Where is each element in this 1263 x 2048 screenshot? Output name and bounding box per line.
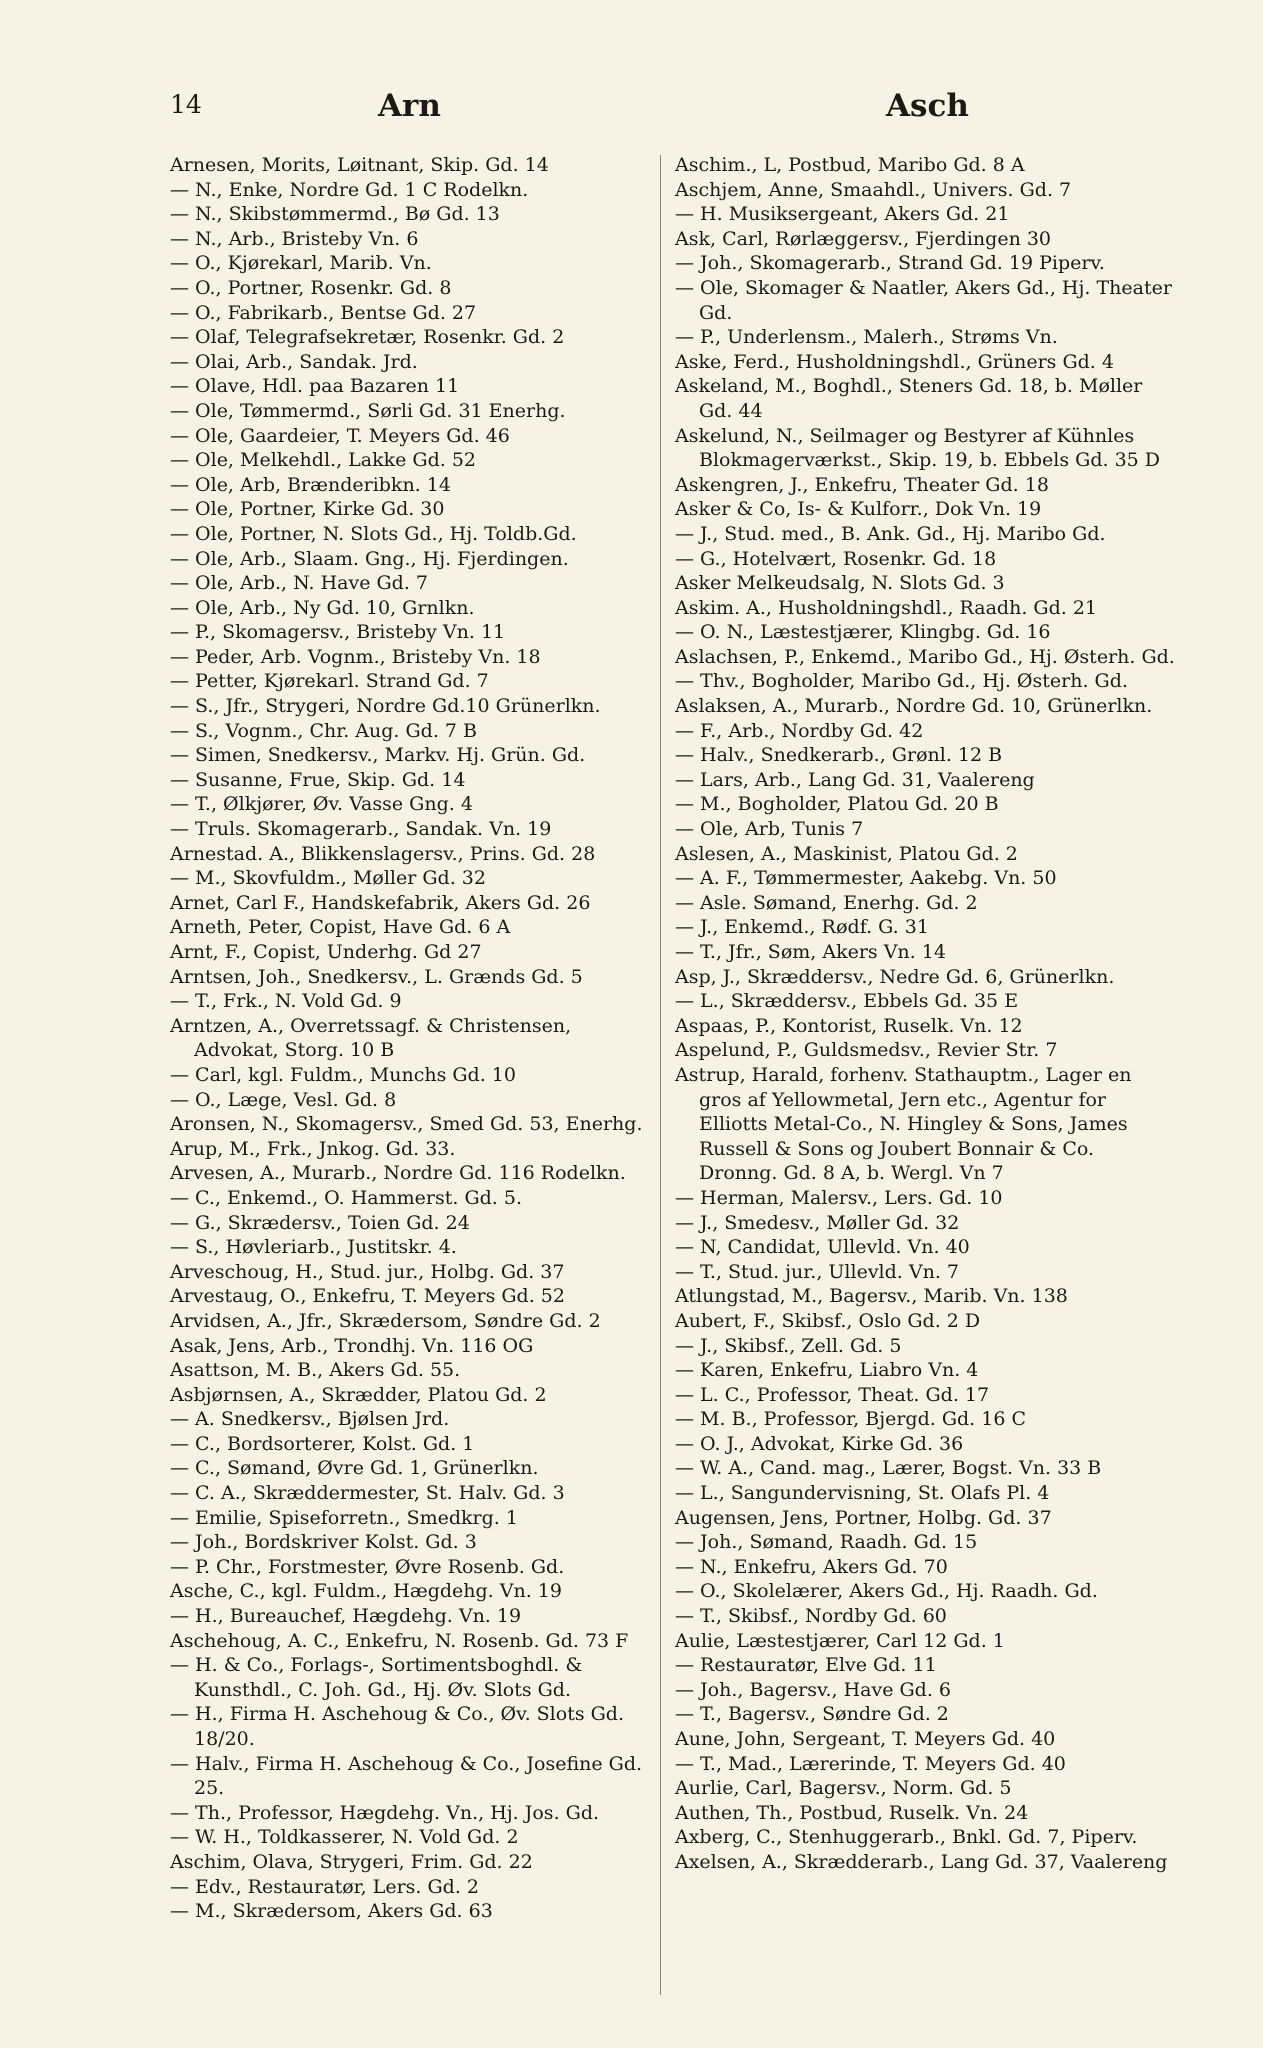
directory-entry: — M., Skovfuldm., Møller Gd. 32 — [170, 867, 486, 890]
directory-entry: — Olaf, Telegrafsekretær, Rosenkr. Gd. 2 — [170, 326, 565, 349]
directory-entry: — Ole, Arb, Tunis 7 — [675, 818, 864, 841]
directory-entry: — Ole, Gaardeier, T. Meyers Gd. 46 — [170, 424, 510, 447]
directory-entry: — C., Enkemd., O. Hammerst. Gd. 5. — [170, 1186, 522, 1209]
directory-entry: — H., Firma H. Aschehoug & Co., Øv. Slots Gd. 18/20. — [170, 1703, 624, 1750]
directory-entry: Aske, Ferd., Husholdningshdl., Grüners Gd. 4 — [675, 350, 1114, 373]
directory-entry: Asattson, M. B., Akers Gd. 55. — [170, 1359, 461, 1382]
directory-entry: — Petter, Kjørekarl. Strand Gd. 7 — [170, 670, 489, 693]
directory-entry: — Ole, Portner, Kirke Gd. 30 — [170, 498, 445, 521]
directory-entry: Askeland, M., Boghdl., Steners Gd. 18, b. Møller Gd. 44 — [675, 375, 1143, 422]
directory-entry: Aschim., L, Postbud, Maribo Gd. 8 A — [675, 154, 1025, 176]
directory-entry: — Peder, Arb. Vognm., Bristeby Vn. 18 — [170, 645, 541, 668]
directory-entry: — P. Chr., Forstmester, Øvre Rosenb. Gd. — [170, 1555, 565, 1578]
directory-entry: — Joh., Sømand, Raadh. Gd. 15 — [675, 1531, 978, 1554]
header-right-keyword: Asch — [886, 88, 969, 124]
directory-entry: — T., Frk., N. Vold Gd. 9 — [170, 990, 402, 1013]
directory-entry: — T., Skibsf., Nordby Gd. 60 — [675, 1605, 947, 1628]
directory-entry: — Ole, Arb, Brænderibkn. 14 — [170, 473, 451, 496]
directory-entry: — P., Underlensm., Malerh., Strøms Vn. — [675, 326, 1058, 349]
directory-entry: Asp, J., Skræddersv., Nedre Gd. 6, Grünerlkn. — [675, 965, 1115, 988]
directory-entry: Arneth, Peter, Copist, Have Gd. 6 A — [170, 916, 511, 939]
directory-entry: — O. N., Læstestjærer, Klingbg. Gd. 16 — [675, 621, 1051, 644]
directory-entry: Aronsen, N., Skomagersv., Smed Gd. 53, Enerhg. — [170, 1113, 643, 1136]
directory-entry: — O., Kjørekarl, Marib. Vn. — [170, 252, 432, 275]
directory-entry: — L., Skræddersv., Ebbels Gd. 35 E — [675, 990, 1019, 1013]
directory-entry: Asche, C., kgl. Fuldm., Hægdehg. Vn. 19 — [170, 1580, 562, 1603]
directory-entry: — M., Skrædersom, Akers Gd. 63 — [170, 1900, 493, 1923]
directory-entry: — Restauratør, Elve Gd. 11 — [675, 1654, 937, 1677]
directory-entry: Arnet, Carl F., Handskefabrik, Akers Gd. 26 — [170, 891, 591, 914]
directory-entry: — T., Mad., Lærerinde, T. Meyers Gd. 40 — [675, 1752, 1066, 1775]
directory-entry: — N., Arb., Bristeby Vn. 6 — [170, 227, 419, 250]
directory-entry: — P., Skomagersv., Bristeby Vn. 11 — [170, 621, 506, 644]
directory-entry: — S., Høvleriarb., Justitskr. 4. — [170, 1236, 457, 1259]
directory-entry: Asker & Co, Is- & Kulforr., Dok Vn. 19 — [675, 498, 1042, 521]
directory-entry: — S., Jfr., Strygeri, Nordre Gd.10 Grünerlkn. — [170, 695, 601, 718]
page-number: 14 — [170, 90, 202, 119]
directory-entry: — Joh., Skomagerarb., Strand Gd. 19 Piperv. — [675, 252, 1105, 275]
directory-entry: Askelund, N., Seilmager og Bestyrer af Kühnles Blokmagerværkst., Skip. 19, b. Ebbels Gd. 35 D — [675, 424, 1161, 472]
directory-entry: — O., Fabrikarb., Bentse Gd. 27 — [170, 301, 477, 324]
directory-entry: Aune, John, Sergeant, T. Meyers Gd. 40 — [675, 1728, 1056, 1750]
directory-entry: Asker Melkeudsalg, N. Slots Gd. 3 — [675, 572, 1005, 595]
directory-entry: Aslachsen, P., Enkemd., Maribo Gd., Hj. Østerh. Gd. — [675, 645, 1175, 668]
directory-entry: Authen, Th., Postbud, Ruselk. Vn. 24 — [675, 1801, 1029, 1824]
directory-entry: — Olai, Arb., Sandak. Jrd. — [170, 350, 418, 373]
page-header — [168, 88, 1028, 128]
directory-entry: — Ole, Portner, N. Slots Gd., Hj. Toldb.Gd. — [170, 522, 577, 545]
directory-entry: — G., Skrædersv., Toien Gd. 24 — [170, 1211, 470, 1234]
directory-entry: — Lars, Arb., Lang Gd. 31, Vaalereng — [675, 768, 1035, 791]
directory-entry: Atlungstad, M., Bagersv., Marib. Vn. 138 — [675, 1285, 1068, 1308]
directory-entry: — Olave, Hdl. paa Bazaren 11 — [170, 375, 460, 398]
directory-entry: Aubert, F., Skibsf., Oslo Gd. 2 D — [675, 1309, 981, 1332]
directory-entry: — J., Stud. med., B. Ank. Gd., Hj. Maribo Gd. — [675, 522, 1106, 545]
directory-entry: Arvidsen, A., Jfr., Skrædersom, Søndre Gd. 2 — [170, 1309, 601, 1332]
directory-entry: — F., Arb., Nordby Gd. 42 — [675, 719, 924, 742]
directory-entry: — Halv., Snedkerarb., Grønl. 12 B — [675, 744, 1003, 767]
directory-entry: Aschim, Olava, Strygeri, Frim. Gd. 22 — [170, 1850, 533, 1873]
directory-entry: Aslesen, A., Maskinist, Platou Gd. 2 — [675, 842, 1018, 865]
directory-entry: — Joh., Bagersv., Have Gd. 6 — [675, 1678, 952, 1701]
directory-entry: — N, Candidat, Ullevld. Vn. 40 — [675, 1236, 970, 1259]
right-column — [675, 153, 1175, 1875]
directory-entry: — Asle. Sømand, Enerhg. Gd. 2 — [675, 891, 978, 914]
directory-entry: Arnestad. A., Blikkenslagersv., Prins. Gd. 28 — [170, 842, 596, 865]
directory-entry: — W. A., Cand. mag., Lærer, Bogst. Vn. 33 B — [675, 1457, 1102, 1480]
directory-entry: Arup, M., Frk., Jnkog. Gd. 33. — [170, 1137, 456, 1160]
directory-entry: — M., Bogholder, Platou Gd. 20 B — [675, 793, 999, 816]
directory-entry: Arntsen, Joh., Snedkersv., L. Grænds Gd. 5 — [170, 965, 583, 988]
directory-entry: — M. B., Professor, Bjergd. Gd. 16 C — [675, 1408, 1027, 1431]
directory-entry: — Carl, kgl. Fuldm., Munchs Gd. 10 — [170, 1063, 516, 1086]
directory-entry: Arnt, F., Copist, Underhg. Gd 27 — [170, 941, 482, 963]
directory-entry: — Simen, Snedkersv., Markv. Hj. Grün. Gd. — [170, 744, 586, 767]
directory-entry: — Emilie, Spiseforretn., Smedkrg. 1 — [170, 1506, 518, 1529]
directory-entry: Askim. A., Husholdningshdl., Raadh. Gd. 21 — [675, 596, 1097, 619]
directory-entry: — Susanne, Frue, Skip. Gd. 14 — [170, 768, 466, 791]
directory-entry: — Thv., Bogholder, Maribo Gd., Hj. Østerh. Gd. — [675, 670, 1128, 693]
directory-entry: — H. Musiksergeant, Akers Gd. 21 — [675, 203, 1010, 226]
directory-entry: Arvesen, A., Murarb., Nordre Gd. 116 Rodelkn. — [170, 1162, 626, 1185]
directory-entry: — T., Bagersv., Søndre Gd. 2 — [675, 1703, 949, 1726]
directory-entry: — Edv., Restauratør, Lers. Gd. 2 — [170, 1875, 480, 1898]
directory-entry: — Halv., Firma H. Aschehoug & Co., Josefine Gd. 25. — [170, 1752, 643, 1800]
directory-entry: — Ole, Tømmermd., Sørli Gd. 31 Enerhg. — [170, 399, 566, 422]
directory-entry: — Th., Professor, Hægdehg. Vn., Hj. Jos. Gd. — [170, 1801, 600, 1824]
directory-entry: — Karen, Enkefru, Liabro Vn. 4 — [675, 1359, 979, 1382]
directory-entry: Astrup, Harald, forhenv. Stathauptm., Lager en gros af Yellowmetal, Jern etc., Agentur for Elliotts Metal-Co., N. Hingley & Sons, James Russell & Sons og Joubert Bonnair & Co. Dronng. Gd. 8 A, b. Wergl. Vn 7 — [675, 1063, 1132, 1185]
directory-entry: Asak, Jens, Arb., Trondhj. Vn. 116 OG — [170, 1334, 534, 1357]
directory-entry: Askengren, J., Enkefru, Theater Gd. 18 — [675, 473, 1049, 496]
directory-entry: — Ole, Skomager & Naatler, Akers Gd., Hj. Theater Gd. — [675, 276, 1172, 324]
directory-entry: — Ole, Arb., N. Have Gd. 7 — [170, 572, 429, 595]
directory-entry: Aschehoug, A. C., Enkefru, N. Rosenb. Gd. 73 F — [170, 1629, 629, 1652]
directory-entry: — Ole, Melkehdl., Lakke Gd. 52 — [170, 449, 476, 472]
directory-entry: Asbjørnsen, A., Skrædder, Platou Gd. 2 — [170, 1383, 547, 1406]
directory-entry: Aulie, Læstestjærer, Carl 12 Gd. 1 — [675, 1629, 1005, 1652]
header-left-keyword: Arn — [378, 88, 441, 124]
directory-entry: — T., Ølkjører, Øv. Vasse Gng. 4 — [170, 793, 473, 816]
directory-entry: — J., Smedesv., Møller Gd. 32 — [675, 1211, 960, 1234]
directory-entry: — N., Skibstømmermd., Bø Gd. 13 — [170, 203, 500, 226]
directory-entry: — Ole, Arb., Ny Gd. 10, Grnlkn. — [170, 596, 475, 619]
directory-entry: — S., Vognm., Chr. Aug. Gd. 7 B — [170, 719, 478, 742]
directory-entry: — L., Sangundervisning, St. Olafs Pl. 4 — [675, 1482, 1050, 1505]
directory-entry: Aurlie, Carl, Bagersv., Norm. Gd. 5 — [675, 1777, 1012, 1800]
directory-entry: Arveschoug, H., Stud. jur., Holbg. Gd. 37 — [170, 1260, 565, 1283]
directory-entry: — C., Bordsorterer, Kolst. Gd. 1 — [170, 1432, 475, 1455]
directory-entry: Arvestaug, O., Enkefru, T. Meyers Gd. 52 — [170, 1285, 565, 1308]
directory-entry: — T., Jfr., Søm, Akers Vn. 14 — [675, 941, 946, 963]
directory-entry: Axberg, C., Stenhuggerarb., Bnkl. Gd. 7, Piperv. — [675, 1826, 1138, 1849]
directory-entry: — A. Snedkersv., Bjølsen Jrd. — [170, 1408, 450, 1431]
directory-entry: — Joh., Bordskriver Kolst. Gd. 3 — [170, 1531, 477, 1554]
directory-entry: — W. H., Toldkasserer, N. Vold Gd. 2 — [170, 1826, 519, 1849]
directory-entry: Aspaas, P., Kontorist, Ruselk. Vn. 12 — [675, 1014, 1023, 1037]
directory-entry: Augensen, Jens, Portner, Holbg. Gd. 37 — [675, 1506, 1052, 1529]
directory-entry: — H. & Co., Forlags-, Sortimentsboghdl. & Kunsthdl., C. Joh. Gd., Hj. Øv. Slots Gd. — [170, 1654, 583, 1701]
directory-entry: — C., Sømand, Øvre Gd. 1, Grünerlkn. — [170, 1457, 539, 1480]
directory-entry: — T., Stud. jur., Ullevld. Vn. 7 — [675, 1260, 959, 1283]
directory-entry: Ask, Carl, Rørlæggersv., Fjerdingen 30 — [675, 227, 1052, 250]
directory-entry: Arntzen, A., Overretssagf. & Christensen, Advokat, Storg. 10 B — [170, 1014, 572, 1062]
directory-entry: — O., Portner, Rosenkr. Gd. 8 — [170, 276, 452, 299]
directory-entry: — Herman, Malersv., Lers. Gd. 10 — [675, 1186, 1003, 1209]
directory-entry: — H., Bureauchef, Hægdehg. Vn. 19 — [170, 1605, 522, 1628]
directory-entry: — J., Skibsf., Zell. Gd. 5 — [675, 1334, 902, 1357]
directory-entry: — L. C., Professor, Theat. Gd. 17 — [675, 1383, 990, 1406]
directory-entry: — O., Skolelærer, Akers Gd., Hj. Raadh. Gd. — [675, 1580, 1098, 1603]
directory-entry: Arnesen, Morits, Løitnant, Skip. Gd. 14 — [170, 154, 549, 176]
column-divider — [660, 155, 661, 1995]
directory-entry: — J., Enkemd., Rødf. G. 31 — [675, 916, 929, 939]
directory-entry: — A. F., Tømmermester, Aakebg. Vn. 50 — [675, 867, 1057, 890]
directory-entry: — O., Læge, Vesl. Gd. 8 — [170, 1088, 397, 1111]
directory-entry: — G., Hotelvært, Rosenkr. Gd. 18 — [675, 547, 997, 570]
directory-entry: — Truls. Skomagerarb., Sandak. Vn. 19 — [170, 818, 552, 841]
directory-entry: — O. J., Advokat, Kirke Gd. 36 — [675, 1432, 964, 1455]
directory-entry: Aschjem, Anne, Smaahdl., Univers. Gd. 7 — [675, 178, 1072, 201]
directory-entry: Aspelund, P., Guldsmedsv., Revier Str. 7 — [675, 1039, 1058, 1062]
directory-entry: — N., Enkefru, Akers Gd. 70 — [675, 1555, 948, 1578]
directory-entry: Aslaksen, A., Murarb., Nordre Gd. 10, Grünerlkn. — [675, 695, 1153, 718]
directory-entry: — C. A., Skræddermester, St. Halv. Gd. 3 — [170, 1482, 565, 1505]
directory-entry: — N., Enke, Nordre Gd. 1 C Rodelkn. — [170, 178, 529, 201]
left-column — [170, 153, 648, 1924]
directory-entry: Axelsen, A., Skrædderarb., Lang Gd. 37, Vaalereng — [675, 1850, 1168, 1873]
directory-entry: — Ole, Arb., Slaam. Gng., Hj. Fjerdingen. — [170, 547, 569, 570]
